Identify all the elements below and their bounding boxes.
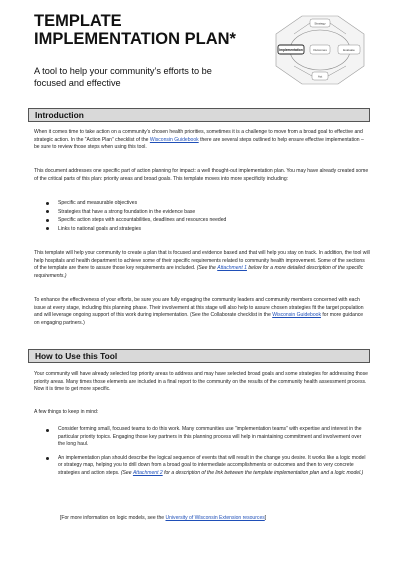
how-to-use-heading: How to Use this Tool: [35, 351, 118, 361]
logic-model-note: [For more information on logic models, see the University of Wisconsin Extension resources]: [60, 515, 267, 521]
intro-paragraph-1: When it comes time to take action on a community’s chosen health priorities, sometimes it is a challenge to move from a broad goal to effective and strategic action. In the “Action Plan” checklist of the Wisconsin Guidebook there are several steps outlined to help ensure effective implementation – be sure to review those steps when using this tool.: [34, 129, 364, 150]
intro-paragraph-4: To enhance the effectiveness of your efforts, be sure you are fully engaging the community leaders and community members concerned with each issue at every stage, including this planning phase. Their involvement at this stage will also help to assure chosen strategies fit the target population and will leverage ongoing support of this work during implementation. (See the Collaborate checklist in the Wisconsin Guidebook for more guidance on engaging partners.): [34, 297, 364, 326]
introduction-heading: Introduction: [35, 110, 84, 120]
diagram-label-act: Act: [317, 74, 323, 79]
introduction-heading-bar: [28, 108, 370, 122]
howto-paragraph-2: A few things to keep in mind:: [34, 409, 99, 415]
intro-paragraph-3: This template will help your community to create a plan that is focused and evidence based and that will help you stay on track. In addition, the tool will help hospitals and health department to achieve some of their specific requirements related to community health improvement. Some of the sections of the template are there to assure those key requirements are included. (See the Attachment 1 below for a more detailed description of the specific requirements.): [34, 250, 370, 279]
howto-bullet-list: [46, 426, 368, 483]
how-to-use-heading-bar: [28, 349, 370, 363]
diagram-label-strategy: Strategy: [314, 21, 326, 26]
attachment-1-link[interactable]: Attachment 1: [217, 265, 247, 271]
title-line-2: IMPLEMENTATION PLAN*: [34, 30, 236, 48]
list-item: Links to national goals and strategies: [46, 225, 366, 234]
intro-bullet-list: [46, 199, 366, 233]
list-item: Specific and measurable objectives: [46, 199, 366, 208]
list-item: An implementation plan should describe the logical sequence of events that will result in the change you desire. It works like a logic model or strategy map, helping you to drill down from a broad goal to intermediate accomplishments or outcomes and then to very concrete strategies and action steps. (See Attachment 2 for a description of the link between the template implementation plan and a logic model.): [46, 455, 368, 478]
uw-extension-resources-link[interactable]: University of Wisconsin Extension resources: [165, 515, 265, 521]
diagram-label-evaluate: Evaluate: [343, 47, 355, 52]
diagram-label-outcomes: Outcomes: [313, 47, 327, 52]
page-subtitle: A tool to help your community’s efforts to be focused and effective: [34, 66, 212, 88]
intro-paragraph-2: This document addresses one specific part of action planning for impact: a well thought-out implementation plan. You may have already created some of the critical parts of this plan: priority areas and broad goals. This template moves into more specificity including:: [34, 168, 369, 182]
attachment-2-link[interactable]: Attachment 2: [132, 469, 163, 476]
diagram-label-implementation: Implementation: [279, 48, 303, 52]
wisconsin-guidebook-link[interactable]: Wisconsin Guidebook: [149, 136, 199, 143]
howto-paragraph-1: Your community will have already selected top priority areas to address and may have selected broad goals and some strategies for addressing those priority areas. Many times those elements are included in a final report to the community on the results of the community health assessment process. Now it is time to get more specific.: [34, 371, 368, 392]
list-item: Consider forming small, focused teams to do this work. Many communities use “implementation teams” with expertise and interest in the particular priority topics. Engaging those key partners in this planning process will help in maintaining commitment and involvement over the long haul.: [46, 426, 368, 449]
title-line-1: TEMPLATE: [34, 12, 122, 30]
list-item: Specific action steps with accountabilities, deadlines and resources needed: [46, 216, 366, 225]
wisconsin-guidebook-link-2[interactable]: Wisconsin Guidebook: [272, 312, 321, 318]
page-title: [34, 12, 236, 48]
implementation-cycle-diagram: [272, 14, 368, 86]
list-item: Strategies that have a strong foundation in the evidence base: [46, 208, 366, 217]
